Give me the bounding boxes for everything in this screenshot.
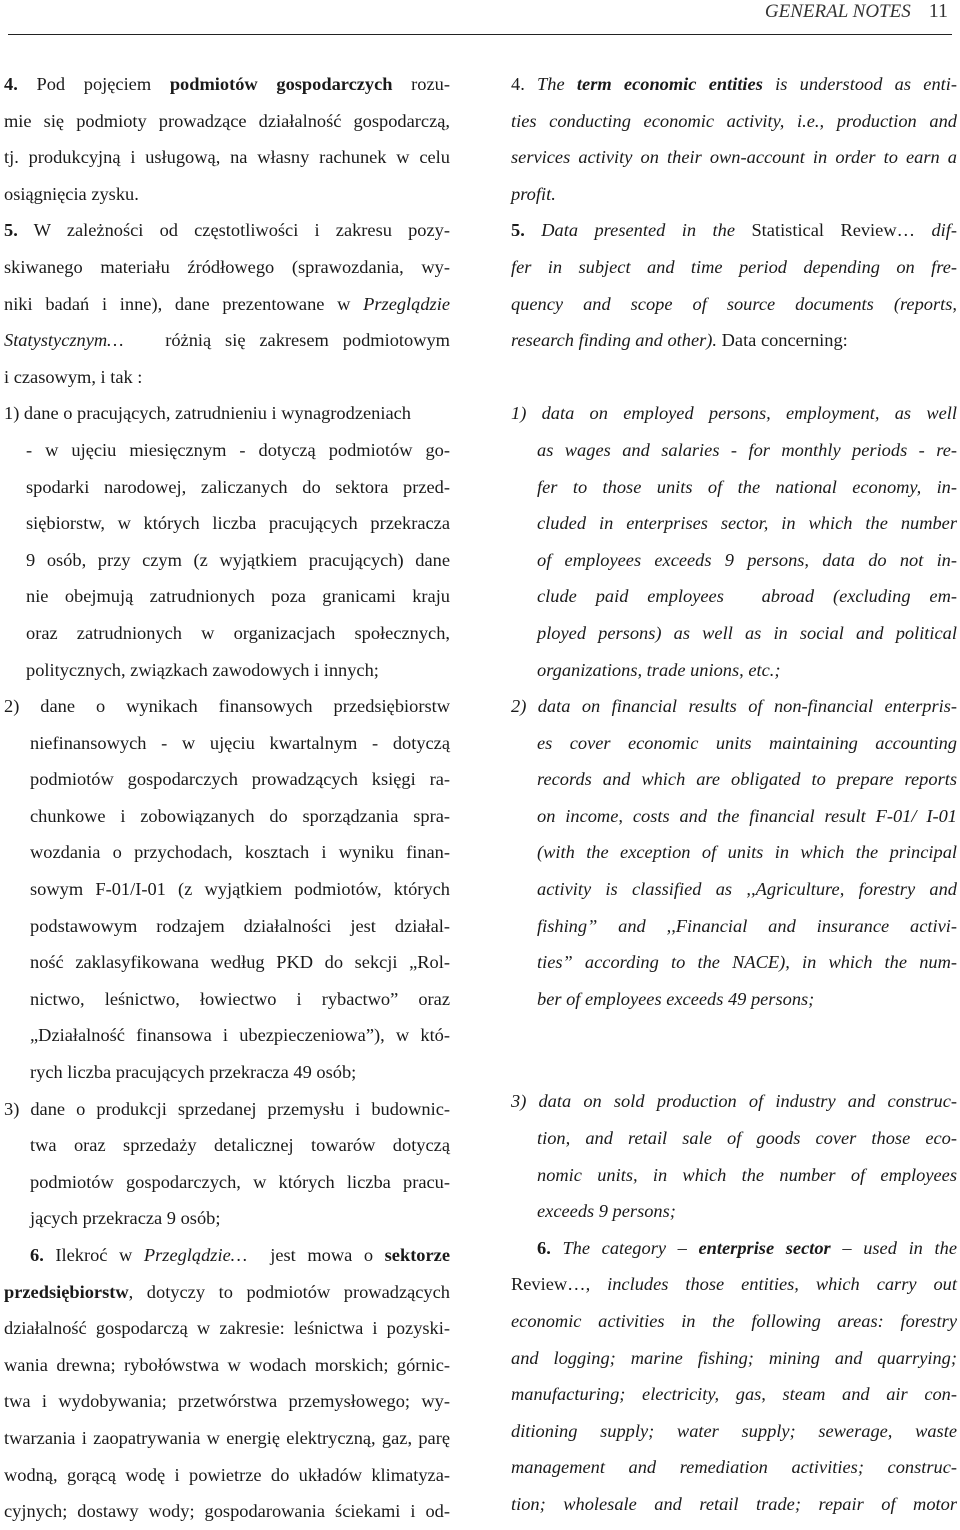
spacer: [511, 1017, 957, 1083]
text-line: 1) data on employed persons, employment, as well: [511, 403, 957, 424]
text-line: niefinansowych - w ujęciu kwartalnym - dotyczą: [30, 732, 450, 753]
text-line: mie się podmioty prowadzące działalność gospodarczą,: [4, 110, 450, 131]
text-line: as wages and salaries - for monthly periods - re-: [537, 439, 957, 460]
section-title: GENERAL NOTES: [764, 1, 911, 22]
text-line: siębiorstw, w których liczba pracujących przekracza: [26, 513, 450, 534]
text-line: ties conducting economic activity, i.e., production and: [511, 110, 957, 131]
text-line: ditioning supply; water supply; sewerage, waste: [511, 1420, 957, 1441]
text-line: wozdania o przychodach, kosztach i wyniku finan-: [30, 842, 450, 863]
text-line: wodną, gorącą wodę i powietrze do układów klimatyza-: [4, 1464, 450, 1485]
text-line: and logging; marine fishing; mining and quarrying;: [511, 1347, 957, 1368]
text-line: exceeds 9 persons;: [537, 1201, 676, 1222]
item-2-en: [511, 688, 957, 1017]
text-line: niki badań i inne), dane prezentowane w Przeglądzie: [4, 293, 450, 314]
text-line: twa oraz sprzedaży detalicznej towarów dotyczą: [30, 1135, 450, 1156]
text-line: quency and scope of source documents (reports,: [511, 293, 957, 314]
text-line: fer to those units of the national economy, in-: [537, 476, 957, 497]
text-line: nomic units, in which the number of employees: [537, 1164, 957, 1185]
text-line: podstawowym rodzajem działalności jest działal-: [30, 915, 450, 936]
text-line: ność zaklasyfikowana według PKD do sekcji „Rol-: [30, 952, 450, 973]
text-line: ber of employees exceeds 49 persons;: [537, 988, 815, 1009]
note-6-en: [511, 1230, 957, 1523]
text-line: Statystycznym… różnią się zakresem podmiotowym: [4, 330, 450, 351]
text-line: of employees exceeds 9 persons, data do not in-: [537, 549, 957, 570]
text-line: 1) dane o pracujących, zatrudnieniu i wynagrodzeniach: [4, 403, 411, 424]
text-line: 5. Data presented in the Statistical Review… dif-: [511, 220, 958, 241]
text-line: rych liczba pracujących przekracza 49 osób;: [30, 1062, 357, 1083]
text-line: 6. The category – enterprise sector – used in the: [537, 1237, 957, 1258]
note-5-pl: [4, 212, 450, 395]
text-line: ties” according to the NACE), in which the num-: [537, 952, 957, 973]
text-line: fer in subject and time period depending on fre-: [511, 256, 957, 277]
text-line: economic activities in the following areas: forestry: [511, 1311, 957, 1331]
item-2-pl: [4, 688, 450, 1091]
note-4-en: [511, 66, 957, 212]
text-line: osiągnięcia zysku.: [4, 183, 139, 204]
text-line: nictwo, leśnictwo, łowiectwo i rybactwo” oraz: [30, 988, 450, 1009]
page-number: 11: [928, 0, 948, 22]
note-4-pl: [4, 66, 450, 212]
text-line: i czasowym, i tak :: [4, 366, 143, 387]
text-line: tion; wholesale and retail trade; repair of motor: [511, 1493, 957, 1514]
text-line: 5. W zależności od częstotliwości i zakresu pozy-: [4, 220, 450, 241]
text-line: sowym F-01/I-01 (z wyjątkiem podmiotów, których: [30, 879, 450, 900]
text-line: oraz zatrudnionych w organizacjach społecznych,: [26, 622, 450, 643]
text-line: spodarki narodowej, zaliczanych do sektora przed-: [26, 476, 450, 497]
item-1-en: [511, 395, 957, 688]
text-line: wania drewna; rybołówstwa w wodach morskich; górnic-: [4, 1354, 450, 1375]
polish-column: [4, 66, 450, 1530]
text-line: działalność gospodarczą w zakresie: leśnictwa i pozyski-: [4, 1318, 450, 1339]
text-line: on income, costs and the financial result F-01/ I-01: [537, 805, 957, 826]
running-head: [765, 0, 948, 30]
text-line: 3) data on sold production of industry and construc-: [511, 1091, 957, 1112]
text-line: chunkowe i zobowiązanych do sporządzania spra-: [30, 805, 450, 826]
text-line: tj. produkcyjną i usługową, na własny rachunek w celu: [4, 147, 450, 168]
note-6-pl: [4, 1237, 450, 1530]
text-line: - w ujęciu miesięcznym - dotyczą podmiotów go-: [26, 439, 450, 460]
text-line: „Działalność finansowa i ubezpieczeniowa”), w któ-: [30, 1025, 450, 1046]
text-line: 4. The term economic entities is understood as enti-: [511, 74, 957, 94]
text-line: 3) dane o produkcji sprzedanej przemysłu i budownic-: [4, 1098, 450, 1119]
item-1-pl: [4, 395, 450, 688]
english-column: [511, 66, 957, 1523]
text-line: es cover economic units maintaining accounting: [537, 732, 957, 753]
text-line: fishing” and ,,Financial and insurance activi-: [537, 915, 957, 936]
text-line: Review…, includes those entities, which carry out: [511, 1274, 957, 1295]
text-line: profit.: [511, 183, 556, 204]
header-rule: [8, 34, 952, 35]
text-line: ployed persons) as well as in social and political: [537, 622, 957, 643]
text-line: clude paid employees abroad (excluding em-: [537, 586, 957, 607]
text-line: services activity on their own-account in order to earn a: [511, 147, 957, 168]
text-line: research finding and other). Data concerning:: [511, 330, 848, 351]
text-line: podmiotów gospodarczych, w których liczba pracu-: [30, 1171, 450, 1192]
text-line: activity is classified as ,,Agriculture, forestry and: [537, 879, 957, 900]
text-line: cluded in enterprises sector, in which the number: [537, 513, 957, 534]
text-line: podmiotów gospodarczych prowadzących księgi ra-: [30, 769, 450, 790]
text-line: tion, and retail sale of goods cover those eco-: [537, 1128, 957, 1149]
text-line: przedsiębiorstw, dotyczy to podmiotów prowadzących: [4, 1281, 450, 1302]
text-line: organizations, trade unions, etc.;: [537, 659, 781, 680]
text-line: 4. Pod pojęciem podmiotów gospodarczych rozu-: [4, 74, 450, 94]
note-5-en: [511, 212, 957, 358]
text-line: management and remediation activities; construc-: [511, 1457, 957, 1478]
text-line: twa i wydobywania; przetwórstwa przemysłowego; wy-: [4, 1391, 450, 1412]
text-line: (with the exception of units in which the principal: [537, 842, 957, 863]
text-line: 2) data on financial results of non-financial enterpris-: [511, 696, 957, 717]
text-line: 6. Ilekroć w Przeglądzie… jest mowa o sektorze: [30, 1245, 450, 1265]
text-line: 9 osób, przy czym (z wyjątkiem pracujących) dane: [26, 549, 450, 570]
spacer: [511, 359, 957, 396]
text-line: twarzania i zaopatrywania w energię elektryczną, gaz, parę: [4, 1427, 450, 1448]
text-line: skiwanego materiału źródłowego (sprawozdania, wy-: [4, 256, 450, 277]
text-line: politycznych, związkach zawodowych i innych;: [26, 659, 379, 680]
text-line: manufacturing; electricity, gas, steam and air con-: [511, 1384, 957, 1405]
text-line: records and which are obligated to prepare reports: [537, 769, 957, 790]
text-line: nie obejmują zatrudnionych poza granicami kraju: [26, 586, 450, 607]
item-3-pl: [4, 1091, 450, 1237]
text-line: cyjnych; dostawy wody; gospodarowania ściekami i od-: [4, 1501, 450, 1522]
text-line: jących przekracza 9 osób;: [30, 1208, 221, 1229]
item-3-en: [511, 1083, 957, 1229]
text-line: 2) dane o wynikach finansowych przedsiębiorstw: [4, 696, 450, 717]
